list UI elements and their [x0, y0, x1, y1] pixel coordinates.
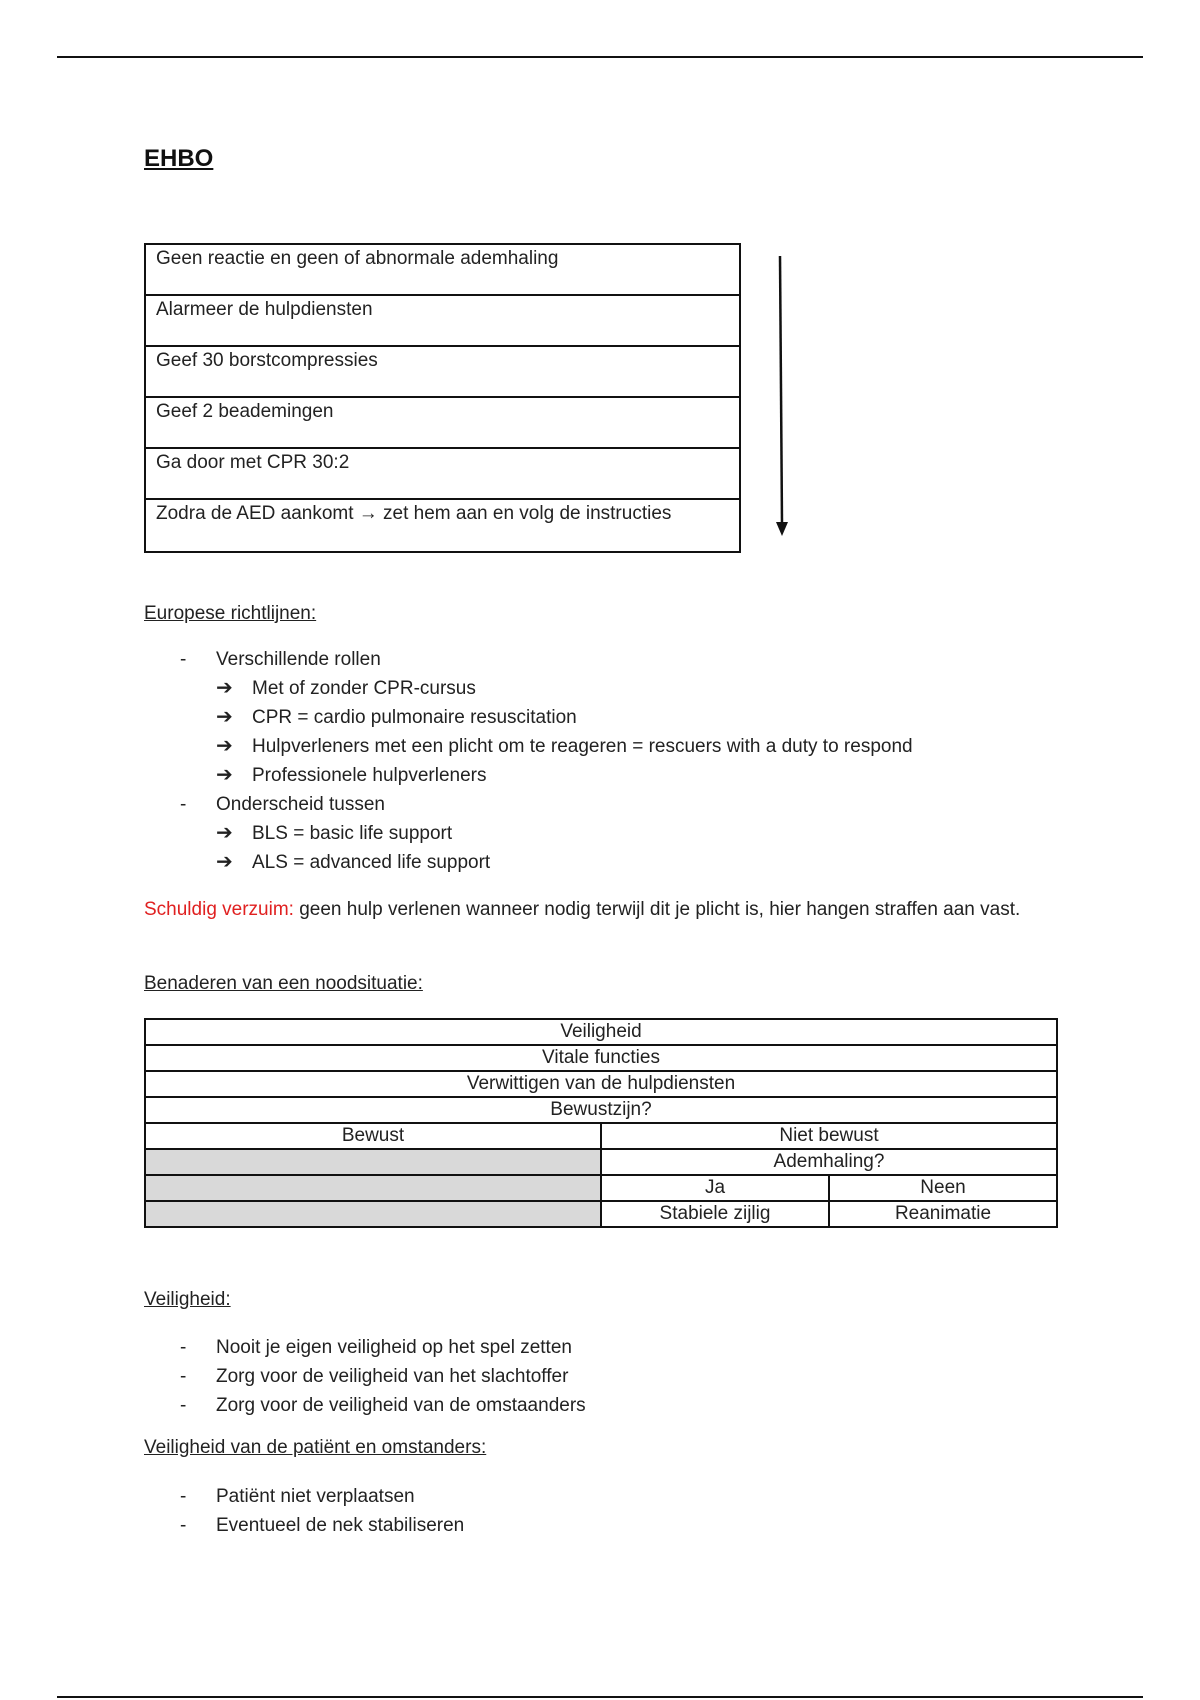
list-item: - Verschillende rollen	[144, 645, 913, 674]
dash-bullet: -	[180, 1486, 187, 1507]
no-cell: Neen	[829, 1175, 1057, 1201]
dash-bullet: -	[180, 649, 187, 670]
page-title: EHBO	[144, 145, 214, 172]
list-item: - Zorg voor de veiligheid van het slachtoffer	[144, 1362, 586, 1391]
list-item: ➔ Hulpverleners met een plicht om te reageren = rescuers with a duty to respond	[144, 732, 913, 761]
footer-rule	[57, 1696, 1143, 1698]
dash-bullet: -	[180, 1395, 187, 1416]
list-item: ➔ Professionele hulpverleners	[144, 761, 913, 790]
down-arrow-icon	[770, 256, 794, 538]
safety-list	[144, 1333, 586, 1420]
list-item: - Zorg voor de veiligheid van de omstaanders	[144, 1391, 586, 1420]
european-guidelines-heading: Europese richtlijnen:	[144, 603, 317, 624]
list-item: ➔ BLS = basic life support	[144, 819, 913, 848]
header-rule	[57, 56, 1143, 58]
breathing-cell: Ademhaling?	[601, 1149, 1057, 1175]
approach-row-consciousness: Bewustzijn?	[145, 1097, 1057, 1123]
empty-shaded-cell	[145, 1149, 601, 1175]
step-cell: Zodra de AED aankomt → zet hem aan en volg de instructies	[145, 499, 740, 552]
negligence-text: geen hulp verlenen wanneer nodig terwijl dit je plicht is, hier hangen straffen aan vast.	[293, 899, 1021, 920]
dash-bullet: -	[180, 1366, 187, 1387]
patient-safety-heading: Veiligheid van de patiënt en omstanders:	[144, 1437, 487, 1458]
approach-row-safety: Veiligheid	[145, 1019, 1057, 1045]
arrow-right-icon: ➔	[216, 735, 233, 757]
list-item: - Nooit je eigen veiligheid op het spel zetten	[144, 1333, 586, 1362]
cpr-steps-table	[144, 243, 741, 553]
patient-safety-list	[144, 1482, 464, 1540]
approach-table	[144, 1018, 1058, 1228]
arrow-right-icon: ➔	[216, 677, 233, 699]
negligence-term: Schuldig verzuim:	[144, 899, 294, 920]
empty-shaded-cell	[145, 1175, 601, 1201]
list-item: ➔ Met of zonder CPR-cursus	[144, 674, 913, 703]
approach-row-vital: Vitale functies	[145, 1045, 1057, 1071]
dash-bullet: -	[180, 1337, 187, 1358]
arrow-right-icon: ➔	[216, 851, 233, 873]
step-cell: Alarmeer de hulpdiensten	[145, 295, 740, 346]
dash-bullet: -	[180, 794, 187, 815]
step-cell: Geen reactie en geen of abnormale ademhaling	[145, 244, 740, 295]
empty-shaded-cell	[145, 1201, 601, 1227]
list-item: ➔ ALS = advanced life support	[144, 848, 913, 877]
resuscitation-cell: Reanimatie	[829, 1201, 1057, 1227]
european-guidelines-list	[144, 645, 913, 877]
list-item: ➔ CPR = cardio pulmonaire resuscitation	[144, 703, 913, 732]
conscious-cell: Bewust	[145, 1123, 601, 1149]
safety-heading: Veiligheid:	[144, 1289, 231, 1310]
unconscious-cell: Niet bewust	[601, 1123, 1057, 1149]
arrow-right-icon: ➔	[216, 706, 233, 728]
step-cell: Ga door met CPR 30:2	[145, 448, 740, 499]
step-cell: Geef 2 beademingen	[145, 397, 740, 448]
approach-row-alert: Verwittigen van de hulpdiensten	[145, 1071, 1057, 1097]
list-item: - Patiënt niet verplaatsen	[144, 1482, 464, 1511]
stable-position-cell: Stabiele zijlig	[601, 1201, 829, 1227]
yes-cell: Ja	[601, 1175, 829, 1201]
arrow-right-icon: ➔	[216, 822, 233, 844]
negligence-paragraph	[144, 895, 1064, 925]
list-item: - Onderscheid tussen	[144, 790, 913, 819]
dash-bullet: -	[180, 1515, 187, 1536]
step-cell: Geef 30 borstcompressies	[145, 346, 740, 397]
arrow-right-icon: ➔	[216, 764, 233, 786]
list-item: - Eventueel de nek stabiliseren	[144, 1511, 464, 1540]
approach-heading: Benaderen van een noodsituatie:	[144, 973, 423, 994]
